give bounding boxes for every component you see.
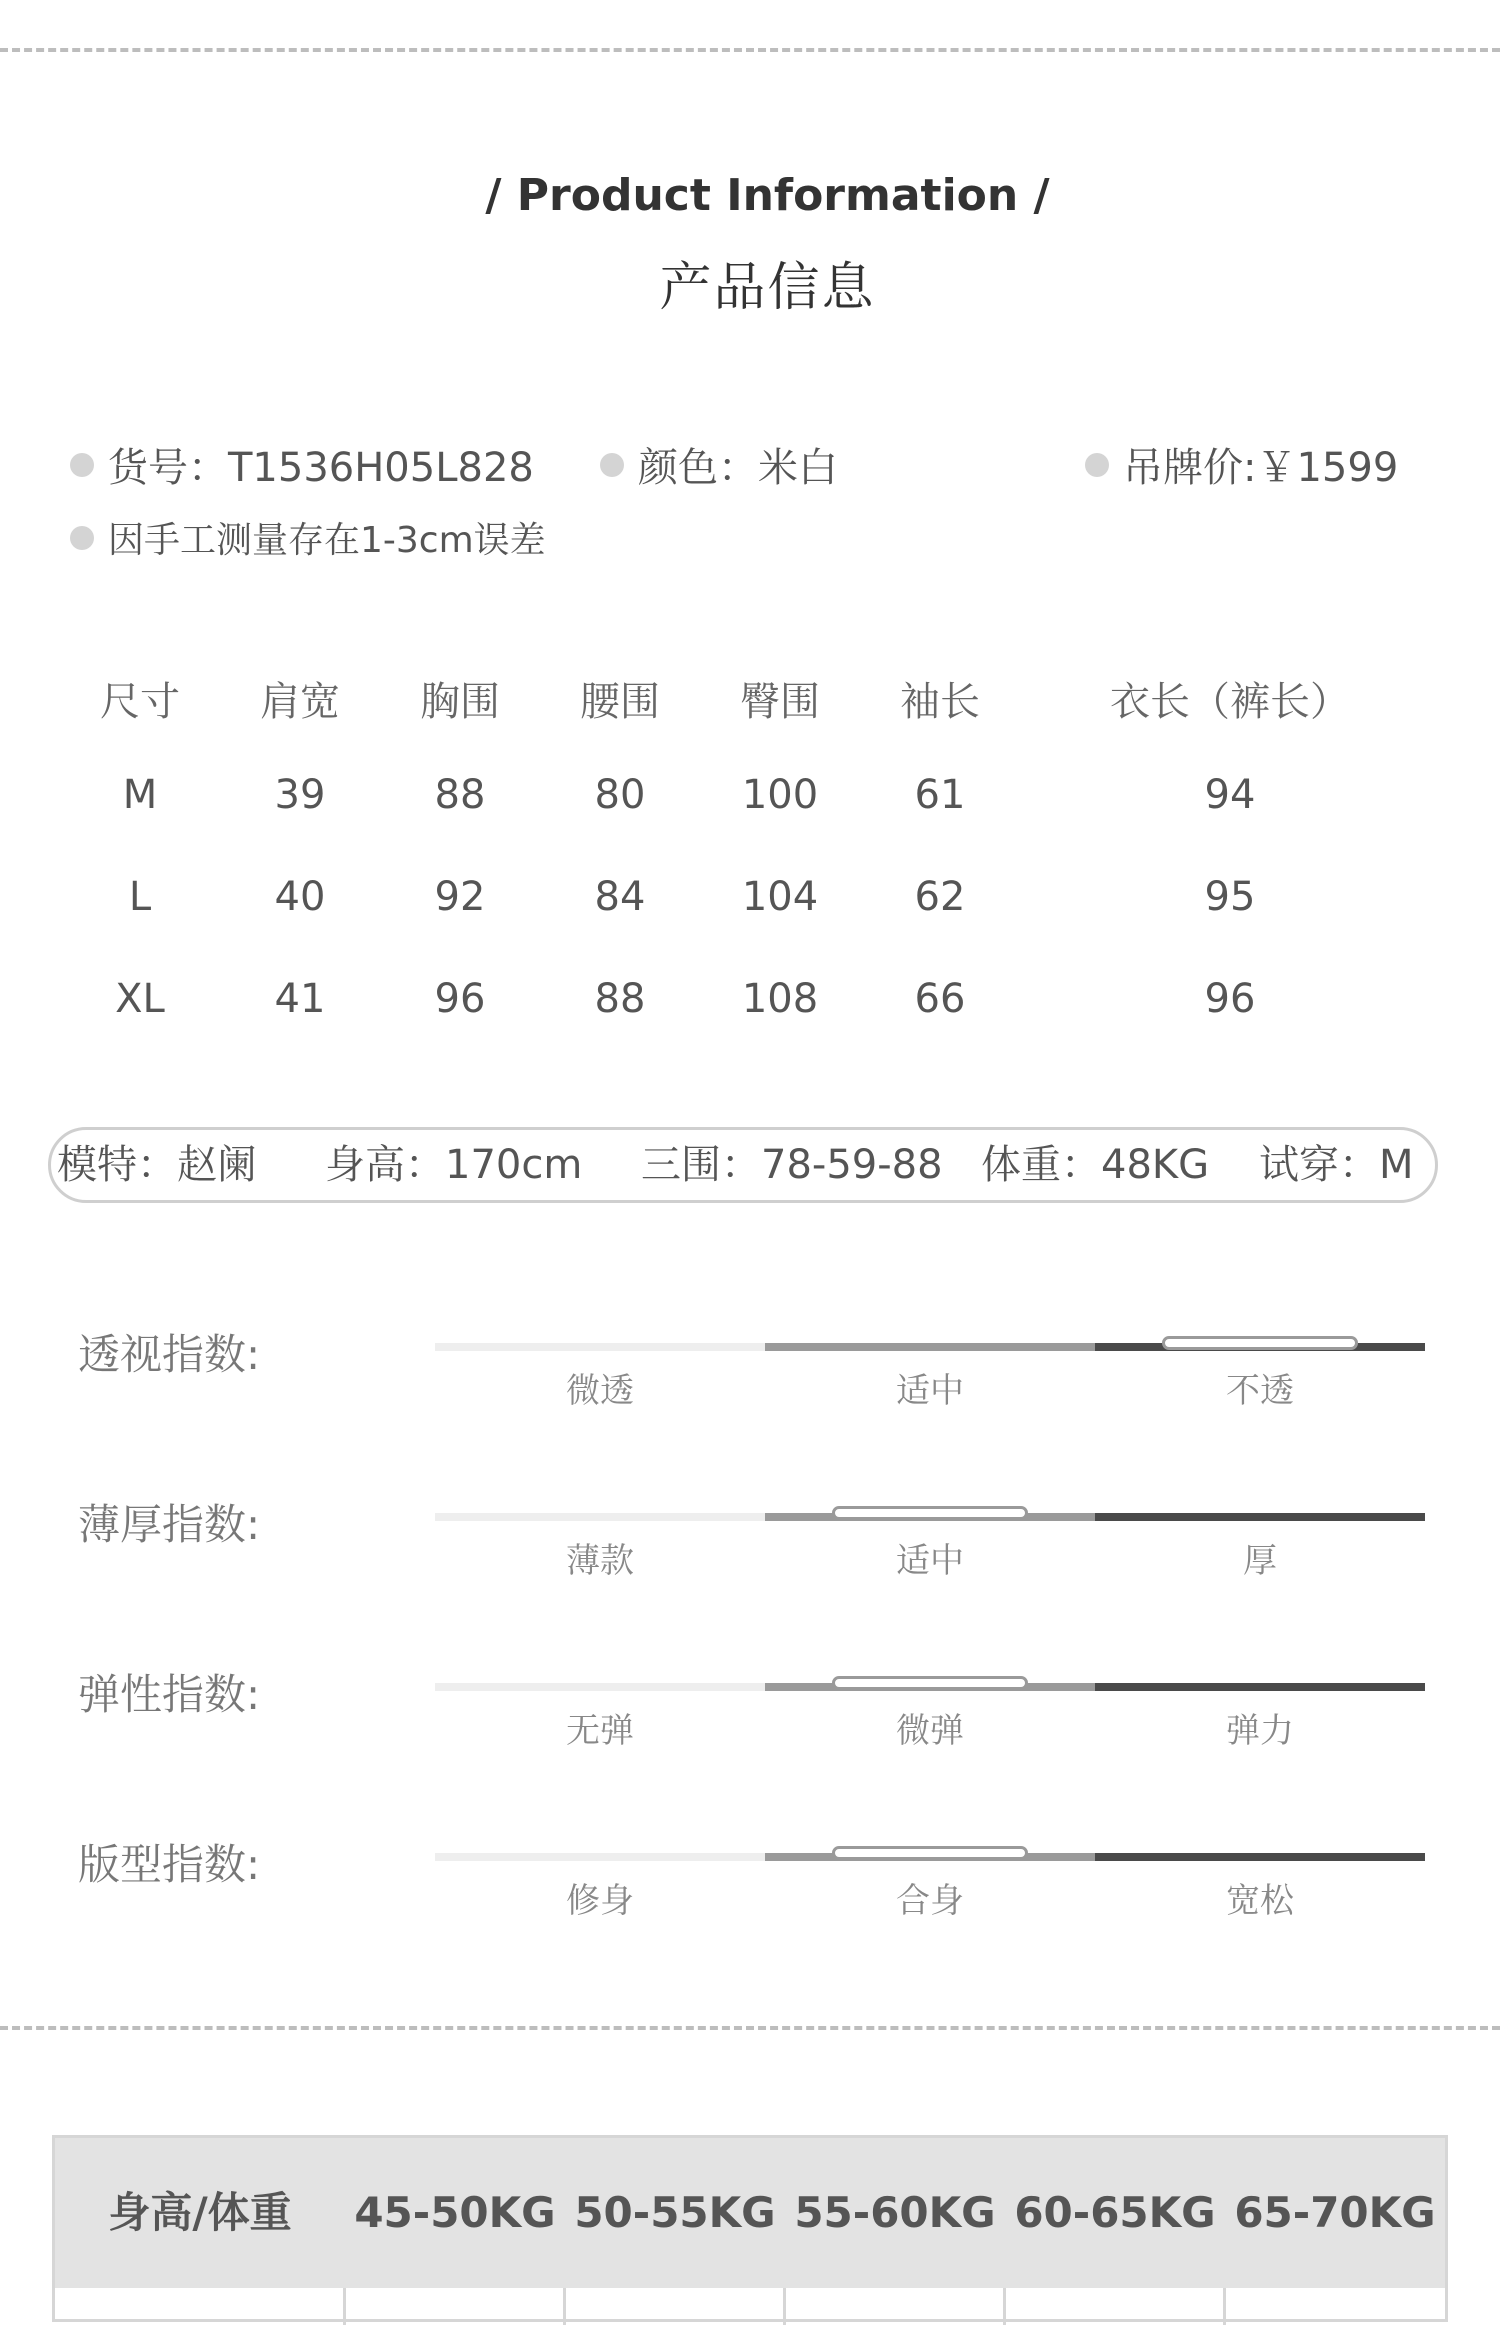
table-cell: 94 bbox=[1204, 772, 1256, 818]
bullet-dot-icon bbox=[70, 526, 94, 550]
bullet-dot-icon bbox=[600, 453, 624, 477]
info-color bbox=[600, 436, 838, 493]
scale-option: 微透 bbox=[566, 1371, 634, 1411]
scale-option: 不透 bbox=[1226, 1371, 1294, 1411]
section-title-en: / Product Information / bbox=[485, 170, 1050, 221]
header-cell: 50-55KG bbox=[574, 2188, 776, 2237]
header-cell: 45-50KG bbox=[354, 2188, 556, 2237]
column-divider bbox=[783, 2288, 786, 2325]
table-row bbox=[70, 874, 1390, 976]
scale-segment bbox=[765, 1343, 1095, 1351]
table-cell: 100 bbox=[741, 772, 819, 818]
model-measurements: 三围：78-59-88 bbox=[641, 1142, 943, 1188]
table-cell: 96 bbox=[1204, 976, 1256, 1022]
table-cell: 40 bbox=[274, 874, 326, 920]
info-item-no bbox=[70, 436, 534, 493]
middle-dashed-divider bbox=[0, 2026, 1500, 2030]
index-scale-fit bbox=[435, 1853, 1425, 1921]
scale-marker bbox=[1162, 1336, 1358, 1350]
scale-option: 薄款 bbox=[566, 1541, 634, 1581]
header-cell: 腰围 bbox=[580, 679, 660, 725]
bullet-dot-icon bbox=[70, 453, 94, 477]
scale-segment bbox=[435, 1683, 765, 1691]
table-cell: 61 bbox=[914, 772, 966, 818]
header-cell: 65-70KG bbox=[1234, 2188, 1436, 2237]
index-scale-transparency bbox=[435, 1343, 1425, 1411]
header-cell: 60-65KG bbox=[1014, 2188, 1216, 2237]
model-info-box bbox=[48, 1127, 1438, 1203]
index-label-elasticity: 弹性指数: bbox=[78, 1670, 261, 1719]
index-label-transparency: 透视指数: bbox=[78, 1330, 261, 1379]
table-row bbox=[70, 976, 1390, 1078]
table-cell: 88 bbox=[434, 772, 486, 818]
header-cell: 尺寸 bbox=[100, 679, 180, 725]
scale-option: 适中 bbox=[896, 1371, 964, 1411]
scale-option: 修身 bbox=[566, 1881, 634, 1921]
item-no-text: 货号：T1536H05L828 bbox=[108, 445, 534, 491]
table-cell: 80 bbox=[594, 772, 646, 818]
index-scale-elasticity bbox=[435, 1683, 1425, 1751]
scale-option: 合身 bbox=[896, 1881, 964, 1921]
model-name: 模特：赵阑 bbox=[57, 1142, 257, 1188]
table-cell: 95 bbox=[1204, 874, 1256, 920]
scale-segment bbox=[435, 1853, 765, 1861]
model-weight: 体重：48KG bbox=[981, 1142, 1210, 1188]
column-divider bbox=[343, 2288, 346, 2325]
scale-segment bbox=[1095, 1513, 1425, 1521]
model-height: 身高：170cm bbox=[325, 1142, 583, 1188]
header-cell: 肩宽 bbox=[260, 679, 340, 725]
table-cell: 66 bbox=[914, 976, 966, 1022]
table-cell: 108 bbox=[741, 976, 819, 1022]
size-reference-table bbox=[52, 2135, 1448, 2322]
column-divider bbox=[563, 2288, 566, 2325]
scale-marker bbox=[832, 1846, 1028, 1860]
table-cell: 88 bbox=[594, 976, 646, 1022]
color-text: 颜色：米白 bbox=[638, 445, 838, 491]
scale-marker bbox=[832, 1676, 1028, 1690]
scale-segment bbox=[1095, 1683, 1425, 1691]
scale-option: 微弹 bbox=[896, 1711, 964, 1751]
header-cell: 臀围 bbox=[740, 679, 820, 725]
scale-option: 无弹 bbox=[566, 1711, 634, 1751]
price-text: 吊牌价:￥1599 bbox=[1123, 445, 1399, 491]
header-cell: 袖长 bbox=[900, 679, 980, 725]
index-label-fit: 版型指数: bbox=[78, 1840, 261, 1889]
table-cell: 96 bbox=[434, 976, 486, 1022]
info-note bbox=[70, 512, 546, 563]
index-scale-thickness bbox=[435, 1513, 1425, 1581]
info-price bbox=[1085, 436, 1398, 493]
header-cell: 55-60KG bbox=[794, 2188, 996, 2237]
size-reference-header bbox=[55, 2138, 1445, 2288]
scale-option: 适中 bbox=[896, 1541, 964, 1581]
scale-option: 厚 bbox=[1243, 1541, 1277, 1581]
table-cell: 104 bbox=[741, 874, 819, 920]
model-fit-size: 试穿：M bbox=[1259, 1142, 1414, 1188]
table-cell: L bbox=[128, 874, 152, 920]
scale-segment bbox=[1095, 1853, 1425, 1861]
index-label-thickness: 薄厚指数: bbox=[78, 1500, 261, 1549]
table-row bbox=[70, 772, 1390, 874]
table-cell: 62 bbox=[914, 874, 966, 920]
note-text: 因手工测量存在1-3cm误差 bbox=[108, 520, 546, 561]
header-cell: 衣长（裤长） bbox=[1110, 679, 1350, 725]
table-cell: 39 bbox=[274, 772, 326, 818]
scale-segment bbox=[435, 1343, 765, 1351]
bullet-dot-icon bbox=[1085, 453, 1109, 477]
column-divider bbox=[1223, 2288, 1226, 2325]
table-cell: M bbox=[122, 772, 158, 818]
table-cell: 84 bbox=[594, 874, 646, 920]
scale-option: 弹力 bbox=[1226, 1711, 1294, 1751]
size-table-header bbox=[70, 670, 1390, 772]
scale-marker bbox=[832, 1506, 1028, 1520]
size-table bbox=[70, 670, 1390, 1078]
scale-option: 宽松 bbox=[1226, 1881, 1294, 1921]
section-title-cn: 产品信息 bbox=[659, 258, 876, 318]
table-cell: 41 bbox=[274, 976, 326, 1022]
scale-segment bbox=[435, 1513, 765, 1521]
table-cell: XL bbox=[115, 976, 165, 1022]
column-divider bbox=[1003, 2288, 1006, 2325]
header-cell: 身高/体重 bbox=[108, 2188, 292, 2237]
header-cell: 胸围 bbox=[420, 679, 500, 725]
table-cell: 92 bbox=[434, 874, 486, 920]
top-dashed-divider bbox=[0, 48, 1500, 52]
